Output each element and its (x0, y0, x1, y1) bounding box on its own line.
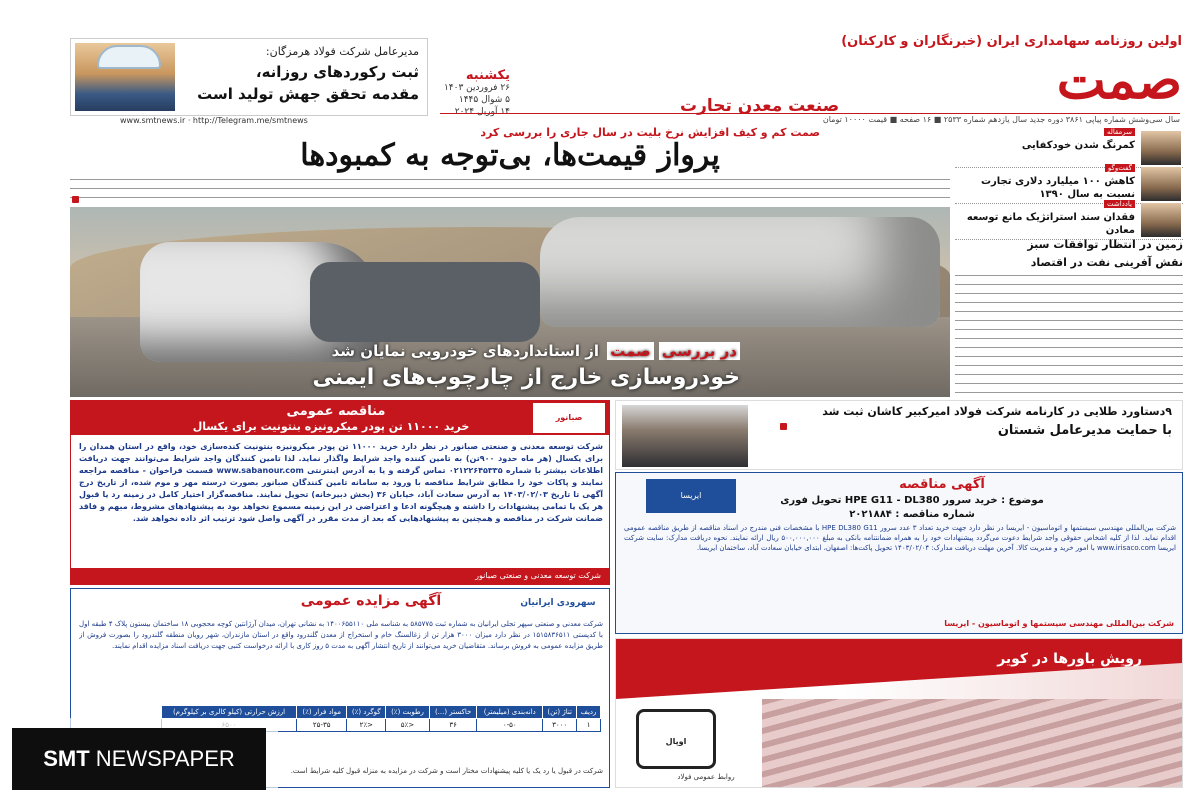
ad-footer: شرکت بین‌المللی مهندسی سیستمها و اتوماسیون - ایریسا (944, 619, 1174, 628)
table-header: مواد فرار (٪) (297, 706, 347, 719)
watermark-brand: SMT (43, 746, 90, 771)
table-cell: ۳۶ (429, 719, 477, 732)
table-header: خاکستر (...) (429, 706, 477, 719)
sidebar-item-editorial[interactable] (955, 128, 1183, 168)
tender-body: شرکت توسعه معدنی و صنعتی صبانور در نظر دارد خرید ۱۱۰۰۰ تن پودر میکرونیزه بنتونیت کنده‌سازی خود، واقع در استان همدان را برای یکسال (هر ماه حدود ۹۰۰تن) به تامین کننده واجد شرایط واگذار نماید. لذا تامین کنندگان واجد شرایط می‌توانند جهت دریافت اطلاعات بیشتر با شماره ۰۲۱۲۲۶۴۵۳۳۵ تماس گرفته و یا به آدرس اینترنتی www.sabanour.com قسمت فراخوان - مناقصه مراجعه نمایند و پاکات خود را مطابق شرایط مناقصه با ورود به سامانه تامین کنندگان صبانور بصورت درسته مهر و موم شده، از تاریخ درج آگهی تا تاریخ ۱۴۰۳/۰۲/۰۳ به آدرس سعادت آباد، خیابان ۳۶ (بخش دبیرخانه) تحویل نمایند. مناقصه‌گزار اختیار کامل در زمینه رد یا قبول هر یک یا تمامی پیشنهادات را داشته و هیچگونه ادعا و اعتراضی در این زمینه مسموع نخواهد بود به پیشنهادهای مشروط، مبهم و فاقد ضمانت شرکت در مناقصه و همچنین به پیشنهادهایی که بعد از مدت مقرر در آگهی واصل شود ترتیب اثر داده نخواهد شد. (79, 442, 603, 523)
table-header: رطوبت (٪) (386, 706, 430, 719)
auction-note: شرکت در قبول یا رد یک یا کلیه پیشنهادات مختار است و شرکت در مزایده به منزله قبول کلیه شرایط است. (290, 767, 603, 775)
sidebar (955, 128, 1183, 400)
news-title: با حمایت مدیرعامل شستان (997, 423, 1172, 438)
sidebar-item-interview[interactable] (955, 164, 1183, 204)
auction-body: شرکت معدنی و صنعتی سپهر تجلی ایرانیان به شماره ثبت ۵۸۵۷۷۵ به شناسه ملی ۱۴۰۰۶۵۵۱۱۰ به نشانی تهران، میدان آرژانتین کوچه محجوبی ۱۸ ساختمان بیستون پلاک ۴ طبقه اول با کدپستی ۱۵۱۵۸۳۶۵۱۱ در نظر دارد میزان ۳۰۰۰ هزار تن از زغالسنگ خام و استخراج از معدن گلندرود واقع در استان مازندران، شهر رویان منطقه گلندرود را بصورت فروش از طریق مزایده عمومی به فروش برساند. متقاضیان خرید می‌توانند از تاریخ انتشار آگهی به مدت ۵ روز کاری با ارائه درخواست کتبی جهت دریافت اسناد مزایده اقدام نمایند. (79, 620, 603, 650)
table-cell: ۰-۵۰ (477, 719, 543, 732)
news-kicker: ۹دستاورد طلایی در کارنامه شرکت فولاد امیرکبیر کاشان ثبت شد (822, 405, 1172, 418)
sidebar-item-label: گفت‌وگو (1105, 164, 1135, 172)
table-cell: <۲٪ (347, 719, 386, 732)
table-cell: <۵٪ (386, 719, 430, 732)
sidebar-item-label: سرمقاله (1104, 128, 1135, 136)
tender-subtitle: خرید ۱۱۰۰۰ تن پودر میکرونیزه بنتونیت برای یکسال (192, 420, 470, 433)
issue-date-lunar: ۵ شوال ۱۴۴۵ (458, 95, 510, 105)
page-marker-icon (72, 196, 79, 203)
ad2-title: رویش باورها در کویر (997, 651, 1142, 667)
sidebar-story-title-2[interactable]: نقش آفرینی نفت در اقتصاد (1030, 256, 1183, 269)
sidebar-story-body (955, 272, 1183, 400)
issue-info-bar: سال سی‌وشش شماره پیاپی ۳۸۶۱ دوره جدید سال یازدهم شماره ۲۵۳۳ ■ ۱۶ صفحه ■ قیمت ۱۰۰۰۰ تومان (440, 113, 1180, 125)
ad-red-band (616, 639, 1182, 699)
table-header: تناژ (تن) (543, 706, 577, 719)
page-marker-icon (780, 423, 787, 430)
news-amirkabir-steel[interactable] (615, 400, 1183, 470)
author-photo (1141, 203, 1181, 237)
ceo-photo (622, 405, 748, 467)
promo-title-1: ثبت رکوردهای روزانه، (255, 63, 419, 81)
sidebar-story-title-1[interactable]: زمین در انتظار توافقات سبز (1027, 238, 1183, 251)
caption-suffix: از استانداردهای خودرویی نمایان شد (331, 342, 599, 360)
photo-caption-2: خودروسازی خارج از چارچوب‌های ایمنی (312, 365, 740, 390)
smt-newspaper-logo (12, 728, 266, 790)
ad-body: شرکت بین‌المللی مهندسی سیستمها و اتوماسیون - ایریسا در نظر دارد جهت خرید تعداد ۳ عدد سرور HPE DL380 G11 با مشخصات فنی مندرج در اسناد مناقصه از طریق مناقصه عمومی اقدام نماید. لذا از کلیه اشخاص حقوقی واجد شرایط دعوت می‌گردد پیشنهادات خود را به همراه ضمانتنامه بانکی به مبلغ ۵۰۰,۰۰۰,۰۰۰ ریال ارائه نمایند. نحوه دریافت مدارک: سایت شرکت ایریسا www.irisaco.com با امور خرید و مدیریت کالا. آخرین مهلت دریافت مدارک: ۱۴۰۳/۰۲/۰۴ تحویل پاکت‌ها: اصفهان، ابتدای خیابان سعادت آباد، ساختمان ایریسا. (624, 524, 1176, 552)
promo-box[interactable] (70, 38, 428, 116)
auction-header (71, 589, 609, 615)
sidebar-item-note[interactable] (955, 200, 1183, 240)
irisa-logo: ایریسا (646, 479, 736, 513)
table-header: ردیف (577, 706, 601, 719)
tender-ad-sabanour[interactable] (70, 400, 610, 585)
open-pit-mine-image (762, 699, 1182, 788)
pickup-truck (540, 217, 940, 327)
issue-weekday: یکشنبه (465, 68, 510, 83)
newspaper-logo[interactable]: صمت (1056, 50, 1182, 111)
caption-prefix: در بررسی (659, 342, 740, 360)
tender-ad-irisa[interactable] (615, 472, 1183, 634)
masthead-slogan: اولین روزنامه سهامداری ایران (خبرنگاران و کارکنان) (841, 34, 1182, 49)
issue-date-solar: ۲۶ فروردین ۱۴۰۳ (443, 83, 510, 93)
steel-company-ad[interactable] (615, 638, 1183, 788)
author-photo (1141, 131, 1181, 165)
promo-title-2: مقدمه تحقق جهش تولید است (197, 85, 419, 103)
helmet-icon (97, 45, 161, 69)
newspaper-logo-subtitle: صنعت معدن تجارت (680, 96, 840, 116)
table-header: ارزش حرارتی (کیلو کالری بر کیلوگرم) (162, 706, 297, 719)
sidebar-item-title: فقدان سند استراتژیک مانع توسعه معادن (966, 212, 1135, 236)
tender-footer: شرکت توسعه معدنی و صنعتی صبانور (71, 568, 609, 584)
ad-title: آگهی مناقصه (899, 477, 985, 492)
web-links[interactable]: www.smtnews.ir · http://Telegram.me/smtnews (120, 116, 308, 125)
ad2-subtitle: روابط عمومی فولاد (677, 773, 735, 781)
sidebar-item-title: کمرنگ شدن خودکفایی (1021, 140, 1135, 151)
crushed-engine (310, 262, 540, 342)
lead-body-text (70, 176, 950, 204)
table-header: گوگرد (٪) (347, 706, 386, 719)
promo-kicker: مدیرعامل شرکت فولاد هرمزگان: (265, 45, 419, 58)
masthead (430, 30, 1182, 120)
auction-title: آگهی مزایده عمومی (300, 593, 442, 609)
promo-photo (75, 43, 175, 111)
caption-brand: صمت (607, 342, 653, 360)
author-photo (1141, 167, 1181, 201)
issue-date (430, 70, 510, 118)
company-logo: اوپال (636, 709, 716, 769)
watermark (0, 718, 278, 800)
kicker-brand: صمت (790, 126, 820, 139)
table-cell: ۳۰۰۰ (543, 719, 577, 732)
tender-title: مناقصه عمومی (286, 404, 386, 419)
kicker-text: کم و کیف افزایش نرخ بلیت در سال جاری را بررسی کرد (480, 126, 787, 139)
ad-number: شماره مناقصه : ۲۰۲۱۸۸۴ (849, 509, 975, 520)
table-cell: ۲۵-۳۵ (297, 719, 347, 732)
car-crash-photo[interactable] (70, 207, 950, 397)
table-header: دانه‌بندی (میلیمتر) (477, 706, 543, 719)
ad-subject: موضوع : خرید سرور HPE G11 - DL380 تحویل فوری (780, 495, 1044, 506)
sidebar-item-label: یادداشت (1104, 200, 1135, 208)
watermark-suffix: NEWSPAPER (89, 746, 235, 771)
lead-headline[interactable]: پرواز قیمت‌ها، بی‌توجه به کمبودها (300, 138, 720, 173)
sabanour-logo: صبانور (533, 403, 605, 433)
sidebar-item-title: کاهش ۱۰۰ میلیارد دلاری تجارت نسبت به سال ۱۳۹۰ (981, 176, 1135, 200)
photo-caption-1 (329, 342, 740, 360)
table-cell: ۱ (577, 719, 601, 732)
issue-date-gregorian: ۱۴ آوریل ۲۰۲۴ (454, 107, 510, 117)
tender-header (71, 401, 609, 435)
sepehr-logo: سهرودی ایرانیان (520, 598, 596, 608)
